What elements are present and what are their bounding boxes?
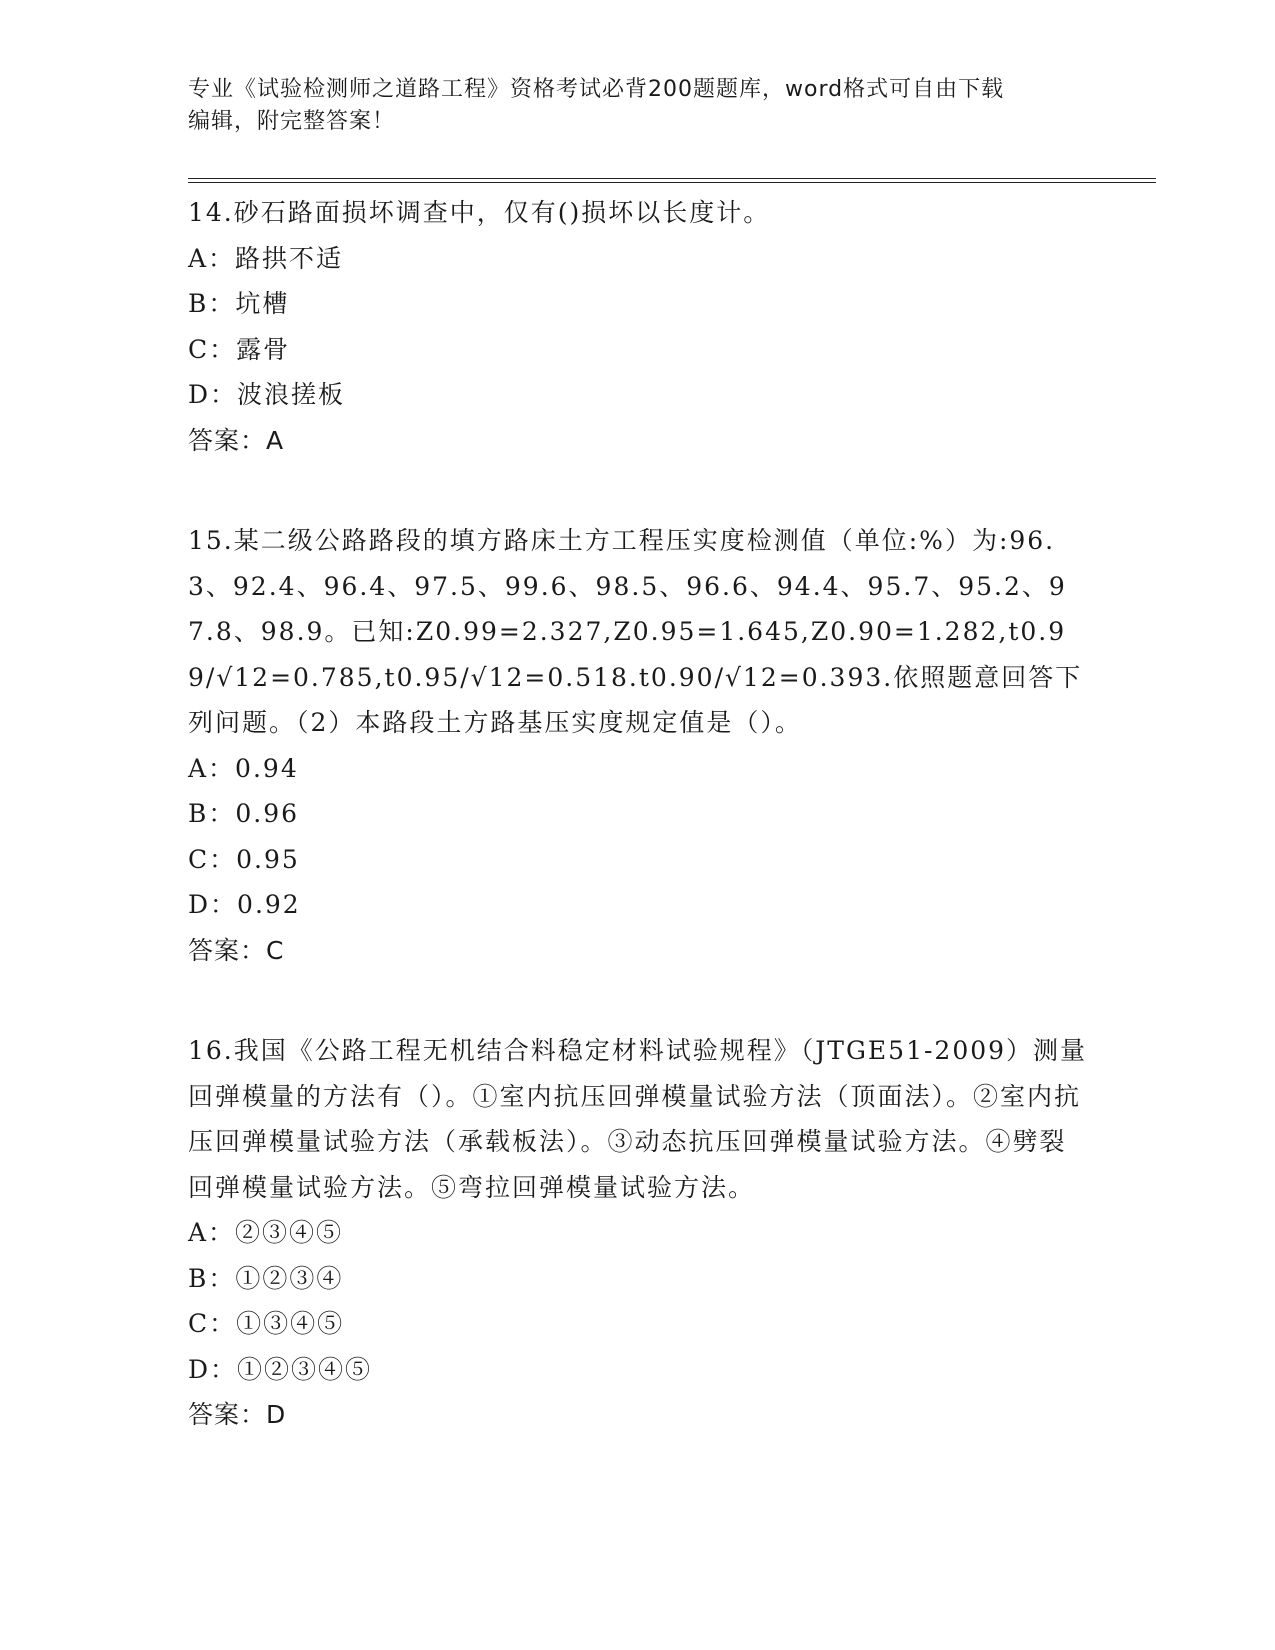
option-a: A：0.94 — [188, 753, 299, 783]
option-b: B：0.96 — [188, 799, 300, 828]
answer-label: 答案：A — [188, 425, 285, 455]
answer-label: 答案：D — [188, 1400, 287, 1429]
option-d: D：①②③④⑤ — [188, 1354, 373, 1384]
header-title-line-2: 编辑，附完整答案！ — [188, 109, 396, 134]
option-a: A：路拱不适 — [188, 243, 344, 273]
option-b: B：坑槽 — [188, 289, 290, 318]
question-text: 15.某二级公路路段的填方路床土方工程压实度检测值（单位:%）为:96.3、92.4、96.4、97.5、99.6、98.5、96.6、94.4、95.7、95.2、97.8、98.9。已知:Z0.99=2.327,Z0.95=1.645,Z0.90=1.282,t0.99/√12=0.785,t0.95/√12=0.518.t0.90/√12=0.393.依照题意回答下列问题。（2）本路段土方路基压实度规定值是（）。 — [188, 526, 1083, 737]
answer-label: 答案：C — [188, 935, 285, 965]
header-double-rule — [188, 178, 1156, 183]
question-text: 14.砂石路面损坏调查中，仅有()损坏以长度计。 — [188, 198, 771, 227]
option-c: C：露骨 — [188, 334, 291, 364]
option-d: D：波浪搓板 — [188, 380, 346, 409]
option-b: B：①②③④ — [188, 1263, 344, 1293]
question-15 — [188, 518, 1088, 973]
option-d: D：0.92 — [188, 890, 301, 919]
question-text: 16.我国《公路工程无机结合料稳定材料试验规程》（JTGE51-2009）测量回弹模量的方法有（）。①室内抗压回弹模量试验方法（顶面法）。②室内抗压回弹模量试验方法（承载板法）。③动态抗压回弹模量试验方法。④劈裂回弹模量试验方法。⑤弯拉回弹模量试验方法。 — [188, 1036, 1088, 1202]
header-title-line-1: 专业《试验检测师之道路工程》资格考试必背200题题库，word格式可自由下载 — [188, 77, 1005, 102]
option-c: C：0.95 — [188, 844, 300, 874]
option-c: C：①③④⑤ — [188, 1309, 345, 1338]
document-header — [188, 74, 1088, 138]
option-a: A：②③④⑤ — [188, 1218, 344, 1247]
question-16 — [188, 1028, 1088, 1438]
question-list — [188, 190, 1088, 1493]
question-14 — [188, 190, 1088, 463]
